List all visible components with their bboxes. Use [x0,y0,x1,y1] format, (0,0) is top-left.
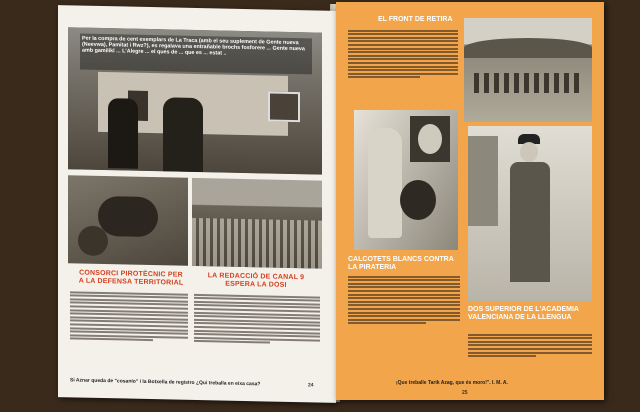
headline-front: EL FRONT DE RETIRA [378,16,453,23]
article-text-redaccio [194,292,320,347]
right-page [336,2,604,400]
headline-academia: DOS SUPERIOR DE L'ACADEMIA VALENCIANA DE LA LLENGUA [468,306,579,321]
article-text-front [348,28,458,80]
headline-calcotets: CALCOTETS BLANCS CONTRA LA PIRATERIA [348,256,454,271]
crowd-photo [192,178,322,269]
left-page-number: 24 [308,382,314,389]
top-photo-caption: Per la compra de cent exemplars de La Traca (amb el seu suplement de Gente nueva (Neevwa), Pamitat i Rwz?), es regalava una entrañable brochs fosforere ... Gente nueva amb gamilikl ... L'Alegre ... el ques de ... que es ... estat .. [80,34,312,75]
man-suit-photo [468,126,592,302]
headline-redaccio: LA REDACCIÓ DE CANAL 9 ESPERA LA DOSI [207,272,305,289]
article-text-calcotets [348,274,460,326]
cannon-photo [68,175,188,266]
headline-consorci: CONSORCI PIROTÈCNIC PER A LA DEFENSA TERRITORIAL [78,269,184,287]
right-page-number: 25 [462,390,468,396]
left-page [58,5,336,403]
soldiers-landscape-photo [464,18,592,122]
article-text-consorci [70,289,188,343]
right-footer-text: ¡Que treballe Tarik Azag, que és moro!". I. M. A. [396,380,508,386]
top-photo-firefighters [68,27,322,174]
left-footer-text: Si Aznar queda de "cosanío" i la Botxella de registro ¿Qui treballa en eixa casa? [70,377,261,388]
woman-mirror-photo [354,110,458,250]
article-text-academia [468,332,592,359]
